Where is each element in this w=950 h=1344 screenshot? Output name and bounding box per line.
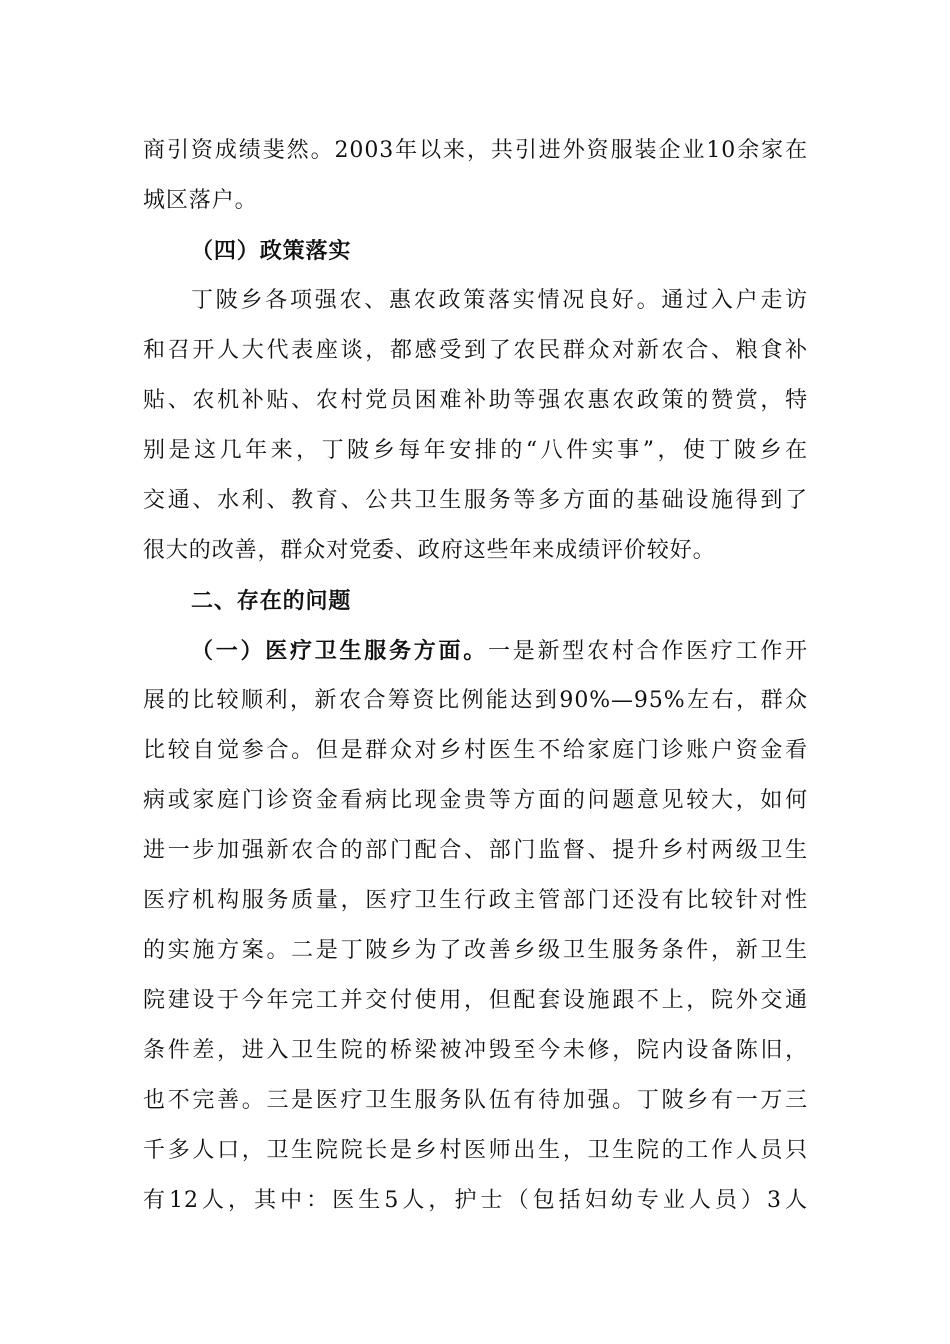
part-heading: 二、存在的问题 xyxy=(191,588,352,614)
subsection-heading: （一）医疗卫生服务方面。 xyxy=(191,638,489,664)
paragraph-line: 有12人，其中：医生5人，护士（包括妇幼专业人员）3人 xyxy=(143,1188,808,1213)
paragraph-line: 城区落户。 xyxy=(143,188,258,213)
paragraph-line: 千多人口，卫生院院长是乡村医师出生，卫生院的工作人员只 xyxy=(143,1138,808,1163)
paragraph-line: 和召开人大代表座谈，都感受到了农民群众对新农合、粮食补 xyxy=(143,338,808,363)
paragraph-line: 很大的改善，群众对党委、政府这些年来成绩评价较好。 xyxy=(143,538,716,563)
paragraph-line xyxy=(143,626,808,676)
paragraph-text: 一是新型农村合作医疗工作开 xyxy=(488,639,808,664)
paragraph-line: 交通、水利、教育、公共卫生服务等多方面的基础设施得到了 xyxy=(143,488,808,513)
paragraph-line: 展的比较顺利，新农合筹资比例能达到90%—95%左右，群众 xyxy=(143,688,808,713)
paragraph-line: 别是这几年来，丁陂乡每年安排的“八件实事”，使丁陂乡在 xyxy=(143,438,808,463)
paragraph-line: 院建设于今年完工并交付使用，但配套设施跟不上，院外交通 xyxy=(143,988,808,1013)
paragraph-line: 也不完善。三是医疗卫生服务队伍有待加强。丁陂乡有一万三 xyxy=(143,1088,808,1113)
paragraph-line: 比较自觉参合。但是群众对乡村医生不给家庭门诊账户资金看 xyxy=(143,738,808,763)
section-heading: （四）政策落实 xyxy=(191,238,352,264)
paragraph-line: 条件差，进入卫生院的桥梁被冲毁至今未修，院内设备陈旧， xyxy=(143,1038,808,1063)
paragraph-line: 商引资成绩斐然。2003年以来，共引进外资服装企业10余家在 xyxy=(143,138,808,163)
paragraph-line: 丁陂乡各项强农、惠农政策落实情况良好。通过入户走访 xyxy=(191,288,808,313)
paragraph-line: 进一步加强新农合的部门配合、部门监督、提升乡村两级卫生 xyxy=(143,838,808,863)
paragraph-line: 医疗机构服务质量，医疗卫生行政主管部门还没有比较针对性 xyxy=(143,888,808,913)
document-body xyxy=(143,126,808,1226)
paragraph-line: 贴、农机补贴、农村党员困难补助等强农惠农政策的赞赏，特 xyxy=(143,388,808,413)
paragraph-line: 的实施方案。二是丁陂乡为了改善乡级卫生服务条件，新卫生 xyxy=(143,938,808,963)
paragraph-line: 病或家庭门诊资金看病比现金贵等方面的问题意见较大，如何 xyxy=(143,788,808,813)
